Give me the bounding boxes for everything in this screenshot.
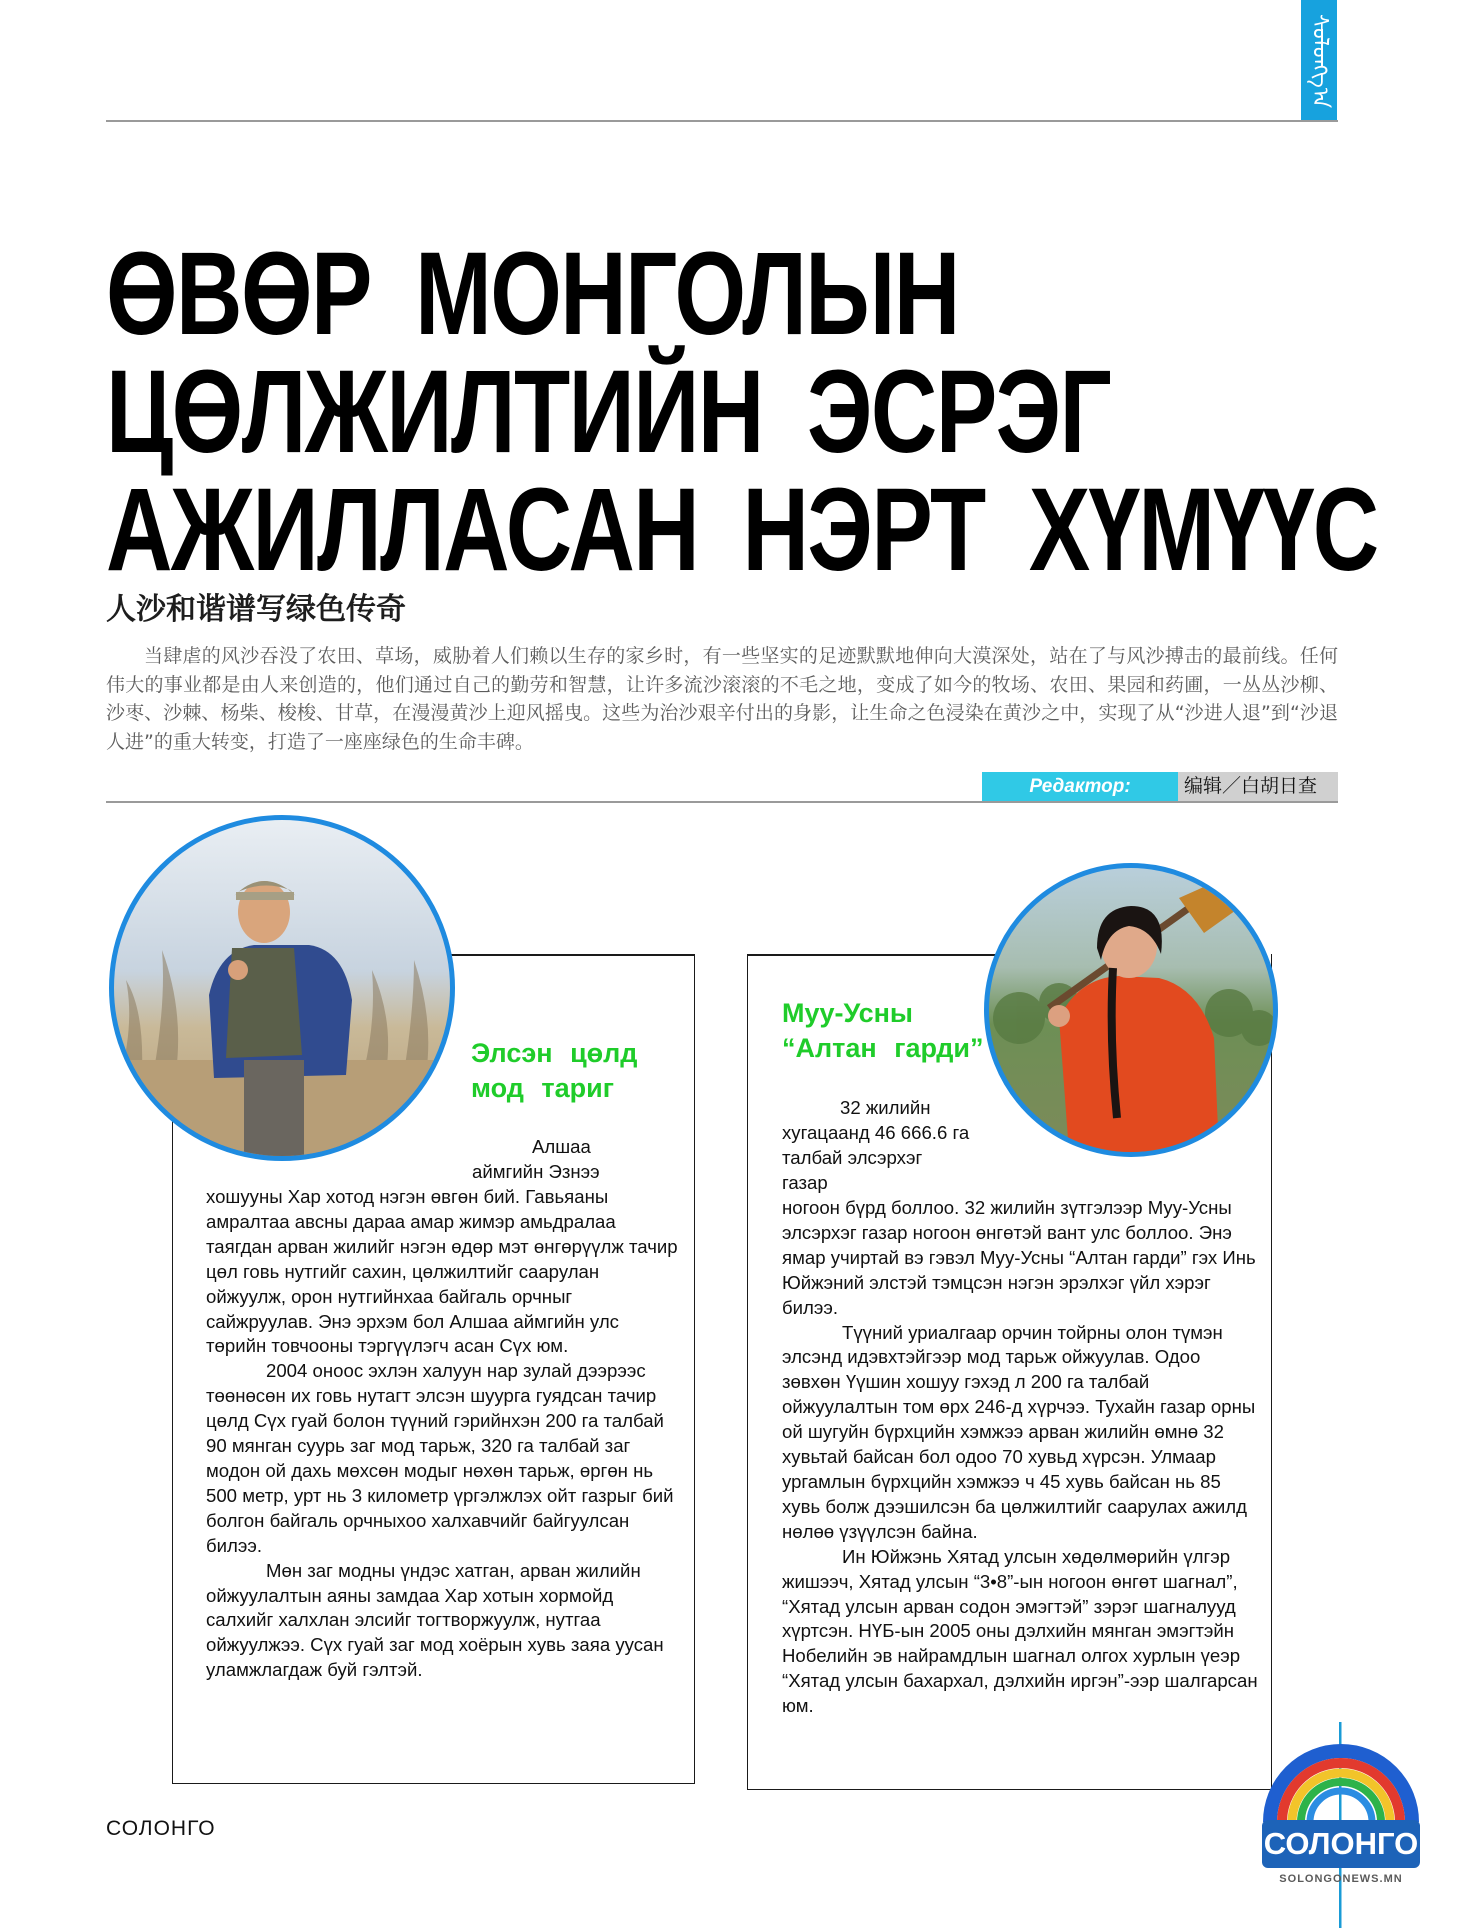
article-2-heading: [782, 996, 984, 1066]
chinese-subtitle: 人沙和谐谱写绿色传奇: [106, 592, 406, 627]
article-1-paragraph-1: хошууны Хар хотод нэгэн өвгөн бий. Гавьяаны амралтаа авсны дараа амар жимэр амьдралаа таягдан арван жилийг нэгэн өдөр мэт өнгөрүүлж тачир цөл говь нутгийг сахин, цөлжилтийг саарулан ойжуулж, орон нутгийнхаа байгаль орчныг сайжруулав. Энэ эрхэм бол Алшаа аймгийн улс төрийн товчооны тэргүүлэгч асан Сүх юм.: [206, 1186, 678, 1357]
article-2-paragraph-1: ногоон бүрд боллоо. 32 жилийн зүтгэлээр Муу-Усны элсэрхэг газар ногоон өнгөтэй вант улс боллоо. Энэ ямар учиртай вэ гэвэл Муу-Усны “Алтан гарди” гэх Инь Юйжэний элстэй тэмцсэн нэгэн эрэлхэг үйл хэрэг билээ.: [782, 1197, 1256, 1318]
article-2-body: [782, 1196, 1258, 1719]
article-2-frame-top: [747, 954, 1007, 956]
article-1-heading: [471, 1036, 637, 1106]
article-1-heading-line-1: Элсэн цөлд: [471, 1038, 638, 1068]
article-2-paragraph-2: Түүний уриалгаар орчин тойрны олон түмэн элсэнд идэвхтэйгээр мод тарьж ойжуулав. Одоо зөвхөн Үүшин хошуу гэхэд л 200 га талбай ойжуулалтын том өрх 246-д хүрчээ. Тухайн газар орны ой шугуйн бүрхцийн хэмжээ арван жилийн өмнө 32 хувьтай байсан бол одоо 70 хувьд хүрсэн. Улмаар ургамлын бүрхцийн хэмжээ ч 45 хувь байсан нь 85 хувь болж дээшилсэн ба цөлжилтийг саарулах ажилд нөлөө үзүүлсэн байна.: [782, 1321, 1256, 1542]
photo-woman-with-shovel: [984, 863, 1278, 1157]
article-1-paragraph-2: 2004 оноос эхлэн халуун нар зулай дээрээс төөнөсөн их говь нутагт элсэн шуурга гуядсан тачир цөлд Сүх гуай болон түүний гэрийнхэн 200 га талбай 90 мянган суурь заг мод тарьж, 320 га талбай заг модон ой дахь мөхсөн модыг нөхөн тарьж, өргөн нь 500 метр, урт нь 3 километр үргэлжлэх ойт газрыг бий болгон байгаль орчныхоо халхавчийг байгуулсан билээ.: [206, 1360, 674, 1556]
article-title: [106, 228, 1378, 596]
editor-credit-chinese: 编辑／白胡日查: [1184, 775, 1318, 797]
photo-old-man-with-shovel: [109, 815, 455, 1161]
credit-divider: [106, 801, 1338, 803]
article-1-heading-line-2: мод тариг: [471, 1073, 614, 1103]
editor-credit-mongolian: Редактор: Б.ХУРЦАА: [982, 772, 1178, 801]
article-1-frame-top: [446, 954, 695, 956]
article-2-heading-line-1: Муу-Усны: [782, 998, 913, 1028]
photo-woman-illustration: [989, 868, 1273, 1152]
top-divider: [106, 120, 1338, 122]
article-2-paragraph-3: Ин Юйжэнь Хятад улсын хөдөлмөрийн үлгэр жишээч, Хятад улсын “3•8”-ын ногоон өнгөт шагнал”, “Хятад улсын арван содон эмэгтэй” зэрэг шагналууд хүртсэн. НҮБ-ын 2005 оны дэлхийн мянган эмэгтэйн Нобелийн эв найрамдлын шагнал олгох хурлын үеэр “Хятад улсын бахархал, дэлхийн иргэн”-ээр шалгарсан юм.: [782, 1545, 1258, 1717]
title-line-1: ӨВӨР МОНГОЛЫН: [106, 228, 959, 360]
solongo-logo: [1256, 1722, 1426, 1928]
logo-text: СОЛОНГО: [1263, 1826, 1419, 1861]
photo-old-man-illustration: [114, 820, 450, 1156]
article-1-body: [206, 1185, 680, 1683]
footer-magazine-name: СОЛОНГО: [106, 1817, 216, 1840]
logo-url: SOLONGONEWS.MN: [1279, 1873, 1403, 1885]
section-tab-label: ᠰᠣᠯᠣᠩᠭ᠎ᠠ: [1307, 13, 1332, 109]
article-1-paragraph-3: Мөн заг модны үндэс хатган, арван жилийн ойжуулалтын аяны замдаа Хар хотын хормойд салхийг халхлан элсийг тогтворжуулж, нутгаа ойжуулжээ. Сүх гуай заг мод хоёрын хувь заяа уусан уламжлагдаж буй гэлтэй.: [206, 1559, 664, 1681]
chinese-intro-paragraph: 当肆虐的风沙吞没了农田、草场，威胁着人们赖以生存的家乡时，有一些坚实的足迹默默地伸向大漠深处，站在了与风沙搏击的最前线。任何伟大的事业都是由人来创造的，他们通过自己的勤劳和智慧，让许多流沙滚滚的不毛之地，变成了如今的牧场、农田、果园和药圃，一丛丛沙柳、沙枣、沙棘、杨柴、梭梭、甘草，在漫漫黄沙上迎风摇曳。这些为治沙艰辛付出的身影，让生命之色浸染在黄沙之中，实现了从“沙进人退”到“沙退人进”的重大转变，打造了一座座绿色的生命丰碑。: [106, 645, 1338, 753]
title-line-3: АЖИЛЛАСАН НЭРТ ХҮМҮҮС: [106, 464, 1378, 596]
article-2-heading-line-2: “Алтан гарди”: [782, 1033, 984, 1063]
article-1-lead: Алшаа аймгийн Эзнээ: [472, 1136, 600, 1182]
title-line-2: ЦӨЛЖИЛТИЙН ЭСРЭГ: [106, 346, 1111, 478]
article-2-lead: 32 жилийн хугацаанд 46 666.6 га талбай элсэрхэг газар: [782, 1097, 970, 1193]
